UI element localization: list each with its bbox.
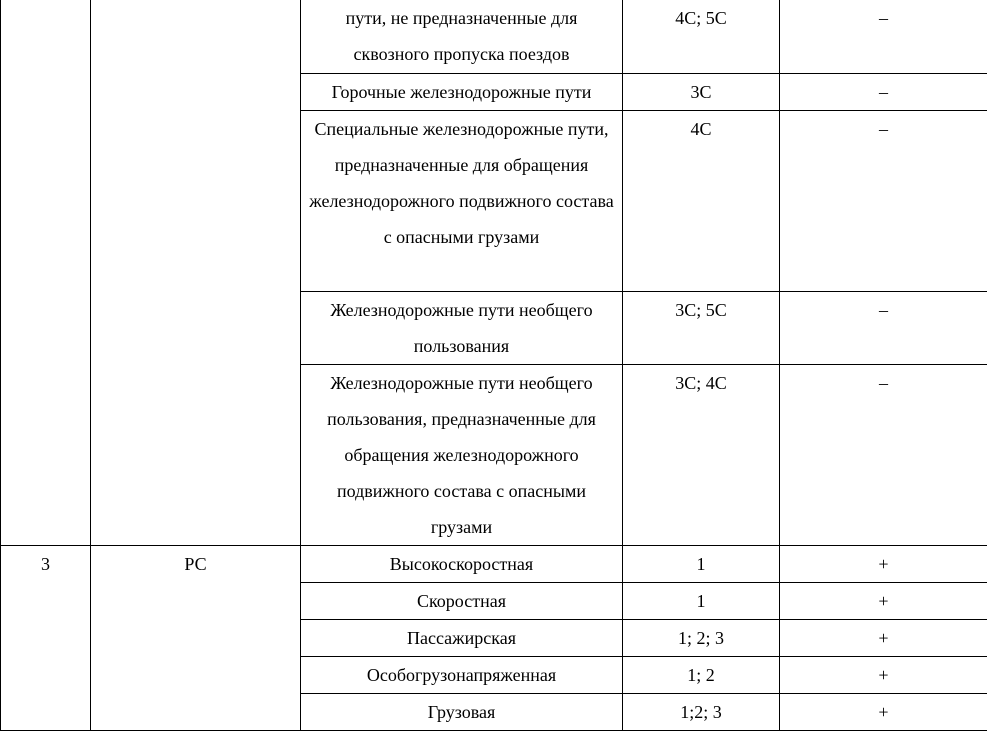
- table-row: [1, 545, 987, 582]
- track-name-cell: Горочные железнодорожные пути: [301, 73, 623, 110]
- track-type-cell-empty: [91, 0, 301, 545]
- line-category-cell: Высокоскоростная: [301, 545, 623, 582]
- mark-cell: –: [780, 73, 987, 110]
- category-code-cell: 3С; 4С: [623, 364, 780, 545]
- category-code-cell: 1: [623, 582, 780, 619]
- line-category-cell: Скоростная: [301, 582, 623, 619]
- line-category-cell: Грузовая: [301, 693, 623, 730]
- mark-cell: +: [780, 582, 987, 619]
- line-category-cell: Особогрузонапряженная: [301, 656, 623, 693]
- mark-cell: +: [780, 693, 987, 730]
- track-name-cell: Железнодорожные пути необщего пользования: [301, 291, 623, 364]
- category-code-cell: 3С: [623, 73, 780, 110]
- mark-cell: –: [780, 110, 987, 291]
- mark-cell: +: [780, 545, 987, 582]
- mark-cell: +: [780, 619, 987, 656]
- category-code-cell: 4С: [623, 110, 780, 291]
- category-code-cell: 1; 2: [623, 656, 780, 693]
- category-code-cell: 1; 2; 3: [623, 619, 780, 656]
- table-row: [1, 0, 987, 73]
- category-code-cell: 4С; 5С: [623, 0, 780, 73]
- mark-cell: –: [780, 0, 987, 73]
- category-code-cell: 1;2; 3: [623, 693, 780, 730]
- track-name-cell: Железнодорожные пути необщего пользования, предназначенные для обращения железнодорожного подвижного состава с опасными грузами: [301, 364, 623, 545]
- row-number-cell: 3: [1, 545, 91, 730]
- line-category-cell: Пассажирская: [301, 619, 623, 656]
- track-type-cell: РС: [91, 545, 301, 730]
- track-name-cell: Специальные железнодорожные пути, предназначенные для обращения железнодорожного подвижного состава с опасными грузами: [301, 110, 623, 291]
- row-number-cell-empty: [1, 0, 91, 545]
- mark-cell: –: [780, 364, 987, 545]
- mark-cell: –: [780, 291, 987, 364]
- mark-cell: +: [780, 656, 987, 693]
- category-code-cell: 1: [623, 545, 780, 582]
- track-name-cell: пути, не предназначенные для сквозного пропуска поездов: [301, 0, 623, 73]
- category-code-cell: 3С; 5С: [623, 291, 780, 364]
